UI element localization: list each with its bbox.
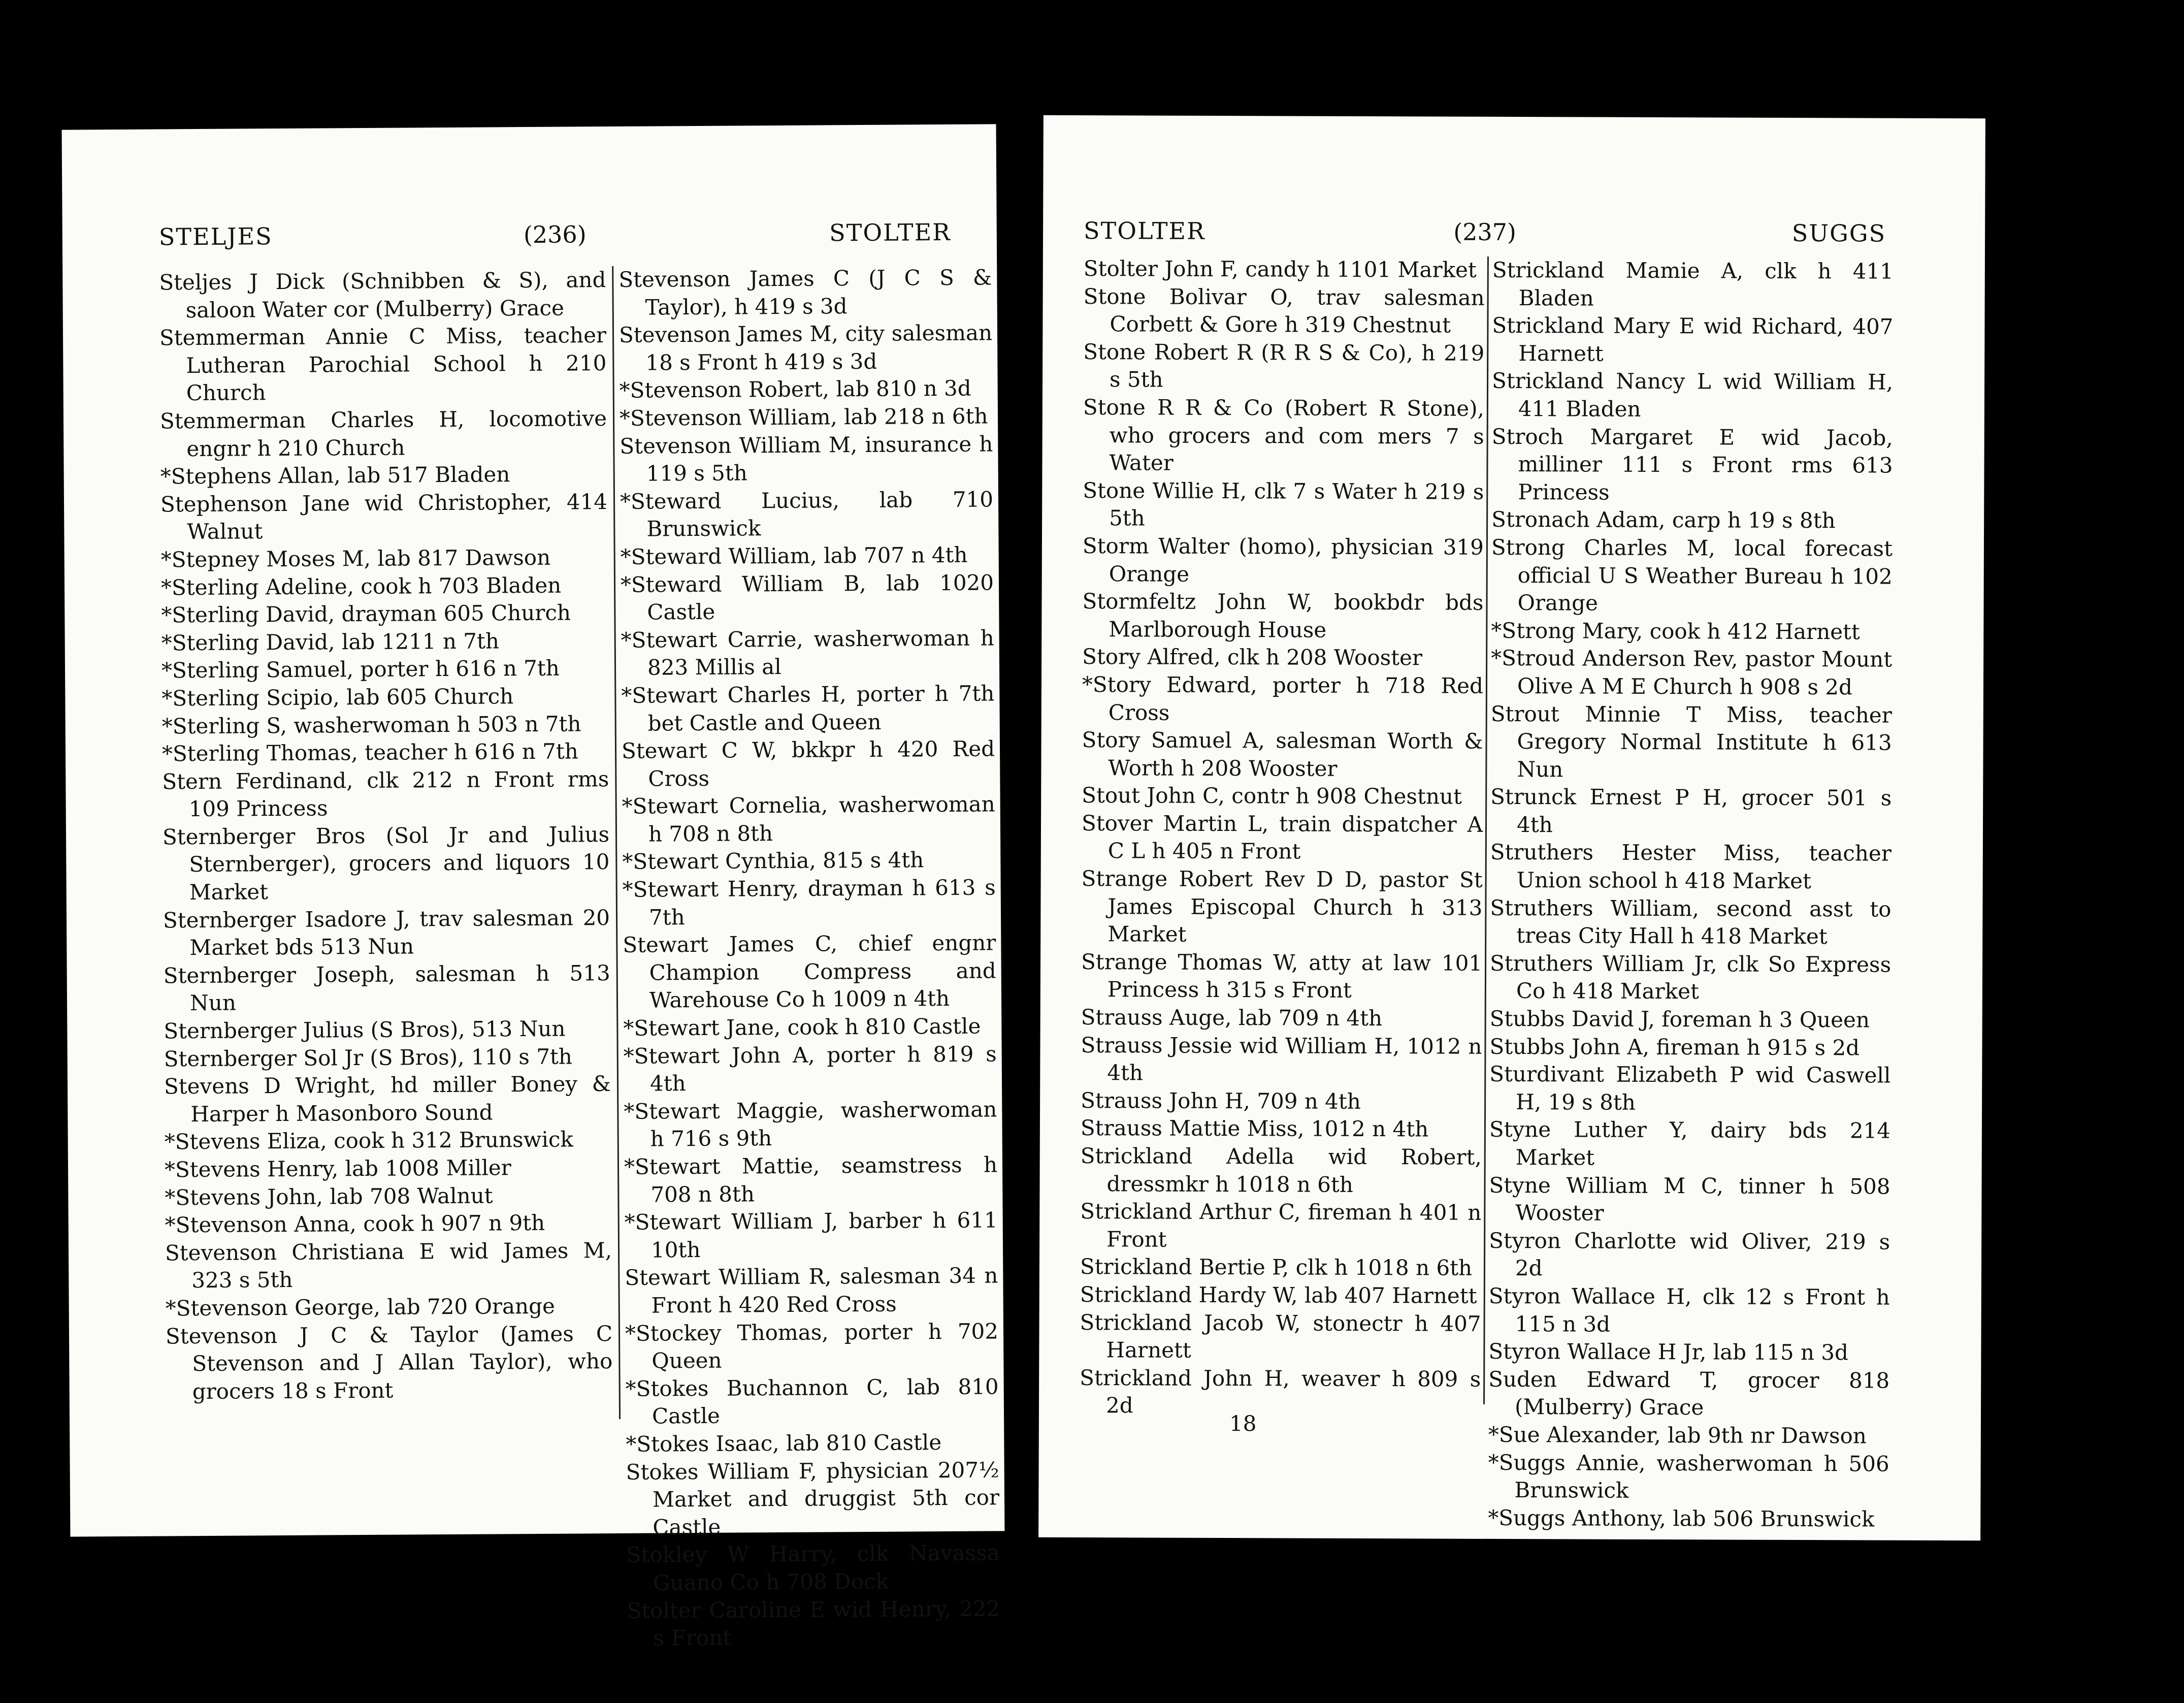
directory-entry: Stevenson J C & Taylor (James C Stevenson and J Allan Taylor), who grocers 18 s Front [165, 1321, 613, 1404]
directory-entry: *Story Edward, porter h 718 Red Cross [1082, 671, 1484, 725]
left-header-left: STELJES [158, 222, 273, 251]
directory-entry: Strickland Adella wid Robert, dressmkr h 1018 n 6th [1080, 1143, 1482, 1197]
directory-entry: *Stroud Anderson Rev, pastor Mount Olive A M E Church h 908 s 2d [1491, 646, 1893, 700]
directory-entry: Stewart C W, bkkpr h 420 Red Cross [621, 736, 995, 791]
directory-entry: Suden Edward T, grocer 818 (Mulberry) Grace [1488, 1366, 1890, 1420]
directory-entry: Stone Robert R (R R S & Co), h 219 s 5th [1083, 339, 1485, 392]
directory-entry: Struthers William, second asst to treas City Hall h 418 Market [1490, 895, 1892, 949]
directory-entry: Strickland Bertie P, clk h 1018 n 6th [1080, 1254, 1473, 1281]
directory-entry: Stolter John F, candy h 1101 Market [1083, 256, 1477, 282]
directory-entry: *Stewart Cynthia, 815 s 4th [622, 847, 924, 875]
directory-entry: Strickland John H, weaver h 809 s 2d [1080, 1365, 1481, 1418]
directory-entry: Stroch Margaret E wid Jacob, milliner 111 s Front rms 613 Princess [1491, 424, 1893, 505]
directory-entry: Strickland Mamie A, clk h 411 Bladen [1492, 257, 1894, 311]
directory-entry: Strauss Auge, lab 709 n 4th [1081, 1005, 1383, 1031]
directory-entry: *Sterling Scipio, lab 605 Church [161, 684, 514, 711]
directory-entry: *Stokes Isaac, lab 810 Castle [626, 1430, 942, 1457]
directory-entry: *Sterling S, washerwoman h 503 n 7th [161, 711, 581, 738]
directory-entry: Strange Robert Rev D D, pastor St James Episcopal Church h 313 Market [1081, 866, 1483, 947]
directory-entry: *Stevenson William, lab 218 n 6th [619, 403, 988, 431]
directory-entry: Styron Wallace H, clk 12 s Front h 115 n 3d [1488, 1283, 1890, 1337]
directory-entry: *Stewart Mattie, seamstress h 708 n 8th [624, 1152, 998, 1207]
left-header-right: STOLTER [829, 218, 951, 247]
directory-entry: *Stewart John A, porter h 819 s 4th [623, 1041, 997, 1096]
directory-entry: *Stevens Eliza, cook h 312 Brunswick [164, 1127, 574, 1154]
directory-entry: *Suggs Annie, washerwoman h 506 Brunswick [1488, 1450, 1889, 1503]
right-header-right: SUGGS [1791, 219, 1886, 247]
directory-entry: Strunck Ernest P H, grocer 501 s 4th [1490, 784, 1892, 838]
left-page-number: (236) [523, 220, 586, 249]
right-column-1 [1080, 255, 1485, 1421]
directory-entry: Sturdivant Elizabeth P wid Caswell H, 19 s 8th [1489, 1062, 1891, 1115]
directory-entry: Strickland Jacob W, stonectr h 407 Harnett [1080, 1309, 1481, 1363]
directory-entry: Strout Minnie T Miss, teacher Gregory Normal Institute h 613 Nun [1490, 701, 1892, 782]
directory-entry: Styron Wallace H Jr, lab 115 n 3d [1488, 1339, 1849, 1365]
directory-entry: *Stewart Henry, drayman h 613 s 7th [622, 875, 996, 930]
directory-entry: *Stevenson George, lab 720 Orange [165, 1293, 556, 1321]
left-page-header [159, 218, 951, 254]
directory-entry: Stolter Caroline E wid Henry, 222 s Front [627, 1595, 1000, 1651]
right-page-header [1084, 217, 1886, 250]
signature-mark: 18 [1229, 1411, 1257, 1436]
directory-entry: *Stevens Henry, lab 1008 Miller [164, 1155, 511, 1182]
directory-entry: Styne William M C, tinner h 508 Wooster [1489, 1172, 1890, 1226]
left-column-2 [618, 264, 1000, 1652]
directory-entry: Sternberger Julius (S Bros), 513 Nun [164, 1016, 566, 1044]
directory-entry: Strong Charles M, local forecast official U S Weather Bureau h 102 Orange [1491, 534, 1893, 616]
directory-entry: *Stewart Charles H, porter h 7th bet Castle and Queen [621, 681, 995, 736]
directory-entry: Strauss Jessie wid William H, 1012 n 4th [1081, 1032, 1482, 1085]
directory-entry: Strickland Hardy W, lab 407 Harnett [1080, 1282, 1477, 1308]
directory-entry: Sternberger Joseph, salesman h 513 Nun [163, 960, 610, 1016]
directory-entry: Stemmerman Annie C Miss, teacher Lutheran Parochial School h 210 Church [159, 323, 607, 406]
directory-entry: *Stewart Maggie, washerwoman h 716 s 9th [624, 1097, 997, 1152]
directory-entry: Stout John C, contr h 908 Chestnut [1082, 783, 1462, 809]
right-page [1038, 115, 1985, 1540]
directory-entry: Storm Walter (homo), physician 319 Orange [1082, 533, 1484, 587]
directory-entry: Stokes William F, physician 207½ Market and druggist 5th cor Castle [626, 1457, 1000, 1540]
directory-entry: Struthers William Jr, clk So Express Co h 418 Market [1489, 950, 1892, 1004]
directory-entry: *Sue Alexander, lab 9th nr Dawson [1488, 1422, 1867, 1449]
directory-entry: *Stockey Thomas, porter h 702 Queen [625, 1318, 999, 1373]
directory-entry: Stevenson James M, city salesman 18 s Front h 419 s 3d [618, 320, 993, 375]
directory-entry: *Stevens John, lab 708 Walnut [165, 1183, 493, 1210]
directory-entry: *Sterling David, drayman 605 Church [161, 600, 571, 628]
directory-entry: *Stepney Moses M, lab 817 Dawson [160, 544, 551, 572]
directory-entry: Stevenson William M, insurance h 119 s 5th [620, 431, 993, 486]
directory-entry: Story Samuel A, salesman Worth & Worth h 208 Wooster [1082, 727, 1483, 781]
directory-entry: Stephenson Jane wid Christopher, 414 Walnut [160, 489, 608, 544]
directory-entry: Strauss Mattie Miss, 1012 n 4th [1080, 1115, 1429, 1142]
directory-entry: *Steward Lucius, lab 710 Brunswick [620, 487, 994, 541]
left-column-1 [159, 266, 613, 1406]
directory-entry: Stewart William R, salesman 34 n Front h 420 Red Cross [625, 1263, 998, 1318]
directory-entry: *Steward William, lab 707 n 4th [620, 542, 968, 569]
directory-entry: *Stewart Cornelia, washerwoman h 708 n 8th [622, 791, 995, 847]
directory-entry: Sternberger Sol Jr (S Bros), 110 s 7th [164, 1044, 573, 1072]
directory-entry: *Stephens Allan, lab 517 Bladen [160, 462, 510, 489]
directory-entry: *Stevenson Robert, lab 810 n 3d [619, 376, 971, 403]
directory-entry: *Stokes Buchannon C, lab 810 Castle [625, 1374, 999, 1429]
directory-entry: Stevens D Wright, hd miller Boney & Harper h Masonboro Sound [164, 1071, 611, 1127]
directory-entry: Strickland Nancy L wid William H, 411 Bladen [1491, 368, 1894, 422]
directory-entry: Stubbs John A, fireman h 915 s 2d [1489, 1034, 1860, 1061]
directory-entry: Stemmerman Charles H, locomotive engnr h 210 Church [159, 406, 607, 461]
directory-entry: Stubbs David J, foreman h 3 Queen [1489, 1006, 1870, 1033]
directory-entry: Steljes J Dick (Schnibben & S), and saloon Water cor (Mulberry) Grace [159, 267, 606, 323]
directory-entry: *Sterling David, lab 1211 n 7th [161, 628, 500, 656]
right-page-number: (237) [1453, 218, 1517, 246]
directory-entry: *Sterling Thomas, teacher h 616 n 7th [161, 738, 579, 766]
directory-entry: *Stewart Jane, cook h 810 Castle [623, 1013, 981, 1041]
directory-entry: Styron Charlotte wid Oliver, 219 s 2d [1489, 1228, 1890, 1281]
directory-entry: Styne Luther Y, dairy bds 214 Market [1489, 1117, 1891, 1170]
directory-entry: Stronach Adam, carp h 19 s 8th [1491, 507, 1836, 533]
directory-entry: Stover Martin L, train dispatcher A C L h 405 n Front [1081, 810, 1483, 864]
directory-entry: Sternberger Bros (Sol Jr and Julius Sternberger), grocers and liquors 10 Market [162, 821, 610, 905]
directory-entry: Stone Willie H, clk 7 s Water h 219 s 5th [1083, 477, 1484, 531]
left-page [62, 124, 1005, 1651]
directory-entry: *Strong Mary, cook h 412 Harnett [1491, 618, 1860, 645]
directory-entry: Strauss John H, 709 n 4th [1081, 1087, 1361, 1114]
directory-entry: *Suggs Anthony, lab 506 Brunswick [1488, 1505, 1875, 1532]
directory-entry: Struthers Hester Miss, teacher Union school h 418 Market [1490, 840, 1892, 894]
directory-entry: Stevenson Christiana E wid James M, 323 s 5th [165, 1237, 612, 1293]
directory-entry: *Stewart William J, barber h 611 10th [624, 1207, 998, 1263]
directory-entry: Strickland Arthur C, fireman h 401 n Front [1080, 1199, 1482, 1252]
directory-entry: Story Alfred, clk h 208 Wooster [1082, 644, 1423, 670]
directory-entry: *Sterling Samuel, porter h 616 n 7th [161, 655, 560, 683]
directory-entry: *Stewart Carrie, washerwoman h 823 Millis al [621, 625, 994, 680]
directory-entry: Stone Bolivar O, trav salesman Corbett & Gore h 319 Chestnut [1083, 283, 1485, 338]
directory-entry: *Sterling Adeline, cook h 703 Bladen [160, 572, 562, 600]
right-header-left: STOLTER [1084, 217, 1205, 245]
directory-entry: *Stevenson Anna, cook h 907 n 9th [165, 1210, 545, 1238]
directory-entry: Stevenson James C (J C S & Taylor), h 419 s 3d [618, 265, 992, 320]
directory-entry: Stern Ferdinand, clk 212 n Front rms 109 Princess [162, 766, 609, 822]
directory-entry: *Steward William B, lab 1020 Castle [620, 569, 994, 625]
directory-entry: Stormfeltz John W, bookbdr bds Marlborough House [1082, 589, 1484, 642]
directory-entry: Strange Thomas W, atty at law 101 Princess h 315 s Front [1081, 949, 1483, 1003]
directory-entry: Stewart James C, chief engnr Champion Compress and Warehouse Co h 1009 n 4th [623, 930, 996, 1013]
directory-entry: Stone R R & Co (Robert R Stone), who grocers and com mers 7 s Water [1083, 395, 1484, 475]
directory-entry: Stokley W Harry, clk Navassa Guano Co h 708 Dock [626, 1540, 1000, 1595]
directory-entry: Sternberger Isadore J, trav salesman 20 Market bds 513 Nun [162, 905, 610, 960]
right-column-2 [1488, 256, 1894, 1533]
directory-entry: Strickland Mary E wid Richard, 407 Harnett [1492, 313, 1894, 366]
